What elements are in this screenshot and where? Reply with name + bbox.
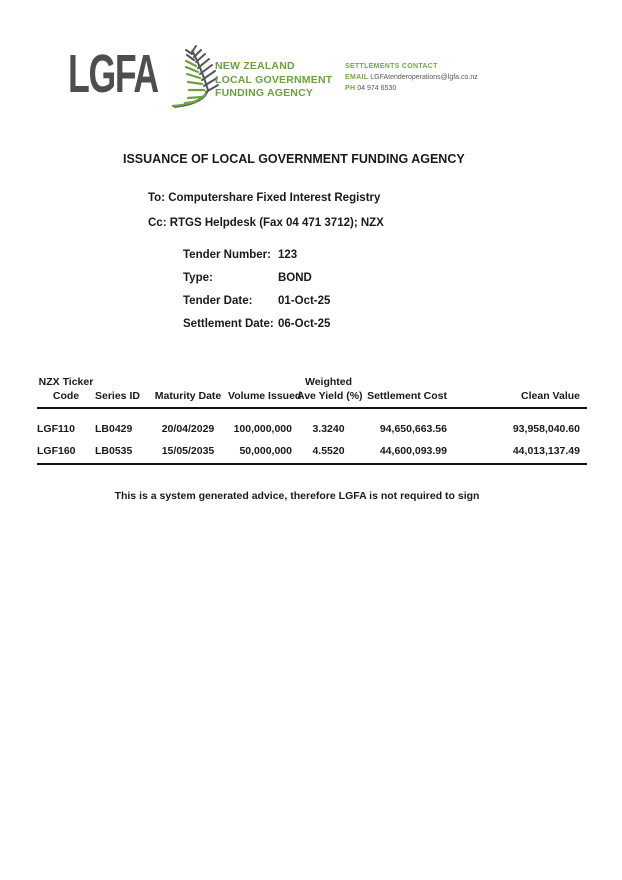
cell-maturity-date: 15/05/2035	[148, 435, 228, 464]
issuance-table	[37, 376, 587, 465]
cell-ave-yield: 4.5520	[297, 435, 360, 464]
detail-label: Tender Date:	[183, 295, 253, 307]
cell-series-id: LB0429	[95, 423, 133, 435]
phone-label: PH	[345, 85, 356, 92]
contact-email: LGFAtenderoperations@lgfa.co.nz	[370, 74, 478, 81]
tagline-line: FUNDING AGENCY	[215, 87, 314, 99]
detail-label: Tender Number:	[183, 249, 271, 261]
tender-details	[183, 249, 330, 341]
cell-nzx-ticker: LGF160	[37, 435, 95, 464]
detail-label: Type:	[183, 272, 213, 284]
contact-phone: 04 974 6530	[357, 85, 397, 92]
col-header-clean-value: Clean Value	[452, 376, 587, 408]
lgfa-wordmark: LGFA	[68, 44, 158, 104]
cell-volume-issued: 100,000,000	[233, 423, 292, 435]
detail-value: BOND	[278, 272, 312, 284]
cell-nzx-ticker: LGF110	[37, 423, 75, 435]
email-label: EMAIL	[345, 74, 369, 81]
logo-tagline	[215, 60, 332, 101]
settlements-contact-block	[345, 61, 478, 94]
col-header-maturity-date: Maturity Date	[148, 376, 228, 408]
table-header-row	[37, 376, 587, 408]
detail-value: 01-Oct-25	[278, 295, 331, 307]
fern-leaf-icon	[158, 42, 220, 112]
col-header-settlement-cost: Settlement Cost	[360, 376, 452, 408]
cell-maturity-date: 20/04/2029	[161, 423, 215, 435]
document-title: ISSUANCE OF LOCAL GOVERNMENT FUNDING AGENCY	[123, 152, 465, 166]
cell-settlement-cost: 94,650,663.56	[379, 423, 447, 435]
system-generated-note: This is a system generated advice, therefore LGFA is not required to sign	[114, 490, 480, 502]
table-row	[37, 408, 587, 435]
contact-heading: SETTLEMENTS CONTACT	[345, 63, 438, 70]
cell-clean-value: 93,958,040.60	[512, 423, 580, 435]
tagline-line: NEW ZEALAND	[215, 60, 295, 72]
recipient-to: To: Computershare Fixed Interest Registry	[148, 192, 381, 204]
detail-value: 06-Oct-25	[278, 318, 331, 330]
col-header-weighted-ave-yield: Weighted Ave Yield (%)	[297, 376, 360, 408]
recipient-cc: Cc: RTGS Helpdesk (Fax 04 471 3712); NZX	[148, 217, 384, 229]
detail-label: Settlement Date:	[183, 318, 274, 330]
cell-clean-value: 44,013,137.49	[452, 435, 587, 464]
detail-value: 123	[278, 249, 298, 261]
col-header-volume-issued: Volume Issued	[228, 376, 297, 408]
cell-ave-yield: 3.3240	[312, 423, 345, 435]
table-row	[37, 435, 587, 464]
col-header-series-id: Series ID	[95, 376, 148, 408]
tagline-line: LOCAL GOVERNMENT	[215, 73, 333, 86]
col-header-nzx-ticker-code: NZX Ticker Code	[37, 376, 95, 408]
cell-volume-issued: 50,000,000	[228, 435, 297, 464]
cell-series-id: LB0535	[95, 435, 148, 464]
cell-settlement-cost: 44,600,093.99	[360, 435, 452, 464]
